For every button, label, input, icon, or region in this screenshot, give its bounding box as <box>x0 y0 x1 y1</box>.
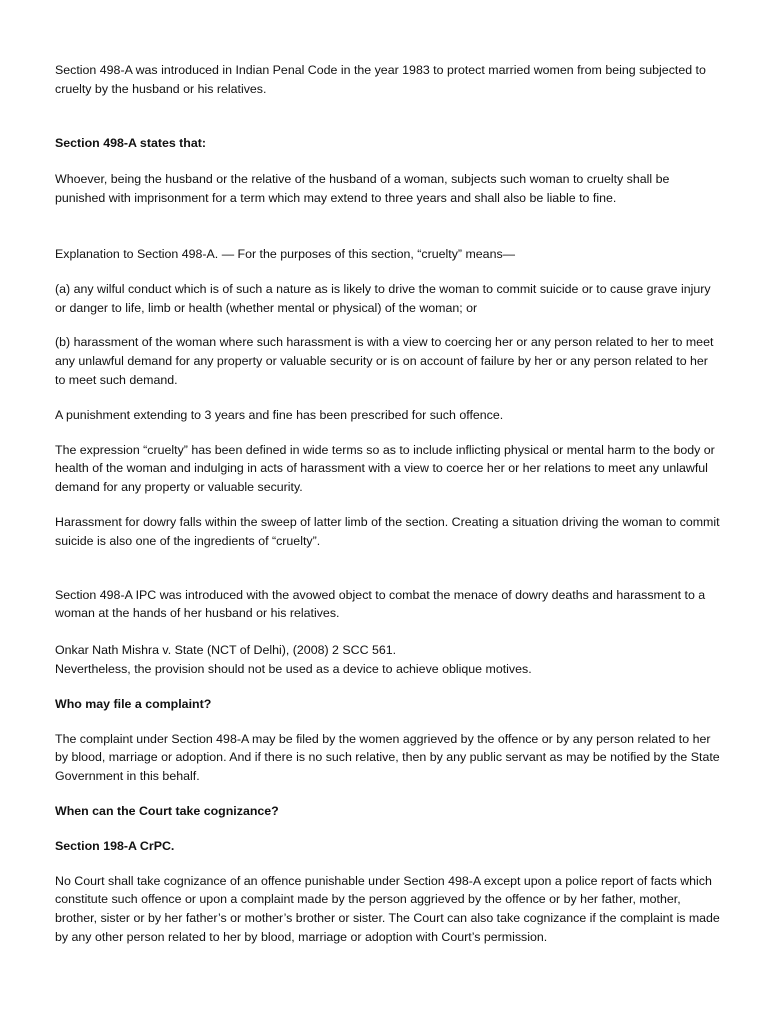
explanation-heading: Explanation to Section 498-A. — For the purposes of this section, “cruelty” means— <box>55 246 516 261</box>
document-page <box>55 61 720 947</box>
dowry-harassment-paragraph: Harassment for dowry falls within the sweep of latter limb of the section. Creating a situation driving the woman to commit suicide is also one of the ingredients of “cruelty”. <box>55 514 720 548</box>
object-paragraph: Section 498-A IPC was introduced with the avowed object to combat the menace of dowry deaths and harassment to a woman at the hands of her husband or his relatives. <box>55 587 706 621</box>
cruelty-definition-paragraph: The expression “cruelty” has been defined in wide terms so as to include inflicting physical or mental harm to the body or health of the woman and indulging in acts of harassment with a view to coerce her or her relations to meet any unlawful demand for any property or valuable security. <box>55 442 715 495</box>
oblique-motives-line: Nevertheless, the provision should not be used as a device to achieve oblique motives. <box>55 661 532 676</box>
who-may-file-heading: Who may file a complaint? <box>55 696 212 711</box>
section-text: Whoever, being the husband or the relative of the husband of a woman, subjects such woman to cruelty shall be punished with imprisonment for a term which may extend to three years and shall also be liable to fine. <box>55 172 670 206</box>
clause-a: (a) any wilful conduct which is of such a nature as is likely to drive the woman to commit suicide or to cause grave injury or danger to life, limb or health (whether mental or physical) of the woman; or <box>55 281 711 315</box>
crpc-heading: Section 198-A CrPC. <box>55 838 175 853</box>
clause-b: (b) harassment of the woman where such harassment is with a view to coercing her or any person related to her to meet any unlawful demand for any property or valuable security or is on account of failure by her or any person related to her to meet such demand. <box>55 335 714 387</box>
intro-paragraph: Section 498-A was introduced in Indian Penal Code in the year 1983 to protect married women from being subjected to cruelty by the husband or his relatives. <box>55 63 706 96</box>
cognizance-heading: When can the Court take cognizance? <box>55 803 279 818</box>
complaint-paragraph: The complaint under Section 498-A may be filed by the women aggrieved by the offence or by any person related to her by blood, marriage or adoption. And if there is no such relative, then by any public servant as may be notified by the State Government in this behalf. <box>55 731 720 784</box>
cognizance-paragraph: No Court shall take cognizance of an offence punishable under Section 498-A except upon a police report of facts which constitute such offence or upon a complaint made by the person aggrieved by the offence or by her father, mother, brother, sister or by her father’s or mother’s brother or sister. The Court can also take cognizance if the complaint is made by any other person related to her by blood, marriage or adoption with Court’s permission. <box>55 873 720 944</box>
punishment-paragraph: A punishment extending to 3 years and fine has been prescribed for such offence. <box>55 407 504 422</box>
states-heading: Section 498-A states that: <box>55 135 207 150</box>
case-citation: Onkar Nath Mishra v. State (NCT of Delhi), (2008) 2 SCC 561. <box>55 643 397 658</box>
